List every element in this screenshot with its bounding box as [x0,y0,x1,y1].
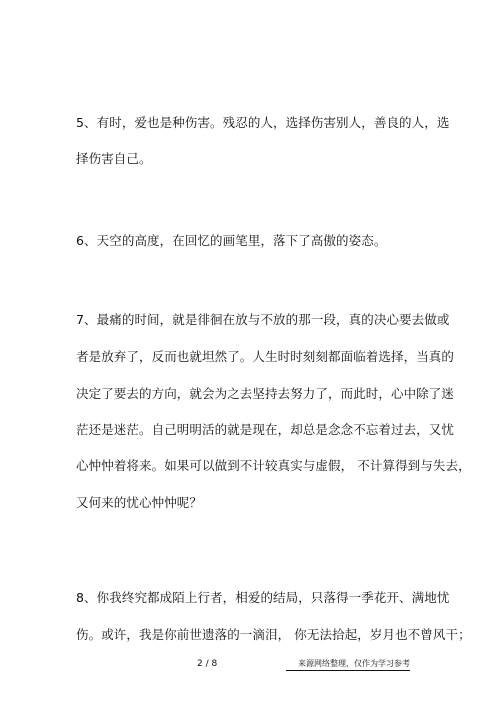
paragraph-7-line-3: 决定了要去的方向，就会为之去坚持去努力了，而此时，心中除了迷 [76,386,455,401]
paragraph-5-line-1: 5、有时，爱也是种伤害。残忍的人，选择伤害别人，善良的人，选 [76,115,450,130]
source-note: 来源网络整理，仅作为学习参考 [286,658,410,671]
page-number: 2 / 8 [197,659,218,669]
paragraph-7-line-5: 心忡忡着将来。如果可以做到不计较真实与虚假， 不计算得到与失去， [76,458,471,473]
paragraph-7-line-1: 7、最痛的时间，就是徘徊在放与不放的那一段，真的决心要去做或 [76,312,450,327]
paragraph-8-line-1: 8、你我终究都成陌上行者，相爱的结局，只落得一季花开、满地忧 [76,590,450,605]
paragraph-7-line-6: 又何来的忧心忡忡呢？ [76,495,203,510]
paragraph-8-line-2: 伤。或许，我是你前世遗落的一滴泪， 你无法拾起，岁月也不曾风干； [76,627,471,642]
paragraph-5-line-2: 择伤害自己。 [76,151,152,166]
paragraph-6-line-1: 6、天空的高度，在回忆的画笔里，落下了高傲的姿态。 [76,233,387,248]
paragraph-7-line-4: 茫还是迷茫。自己明明活的就是现在，却总是念念不忘着过去，又忧 [76,422,455,437]
paragraph-7-line-2: 者是放弃了，反而也就坦然了。人生时时刻刻都面临着选择，当真的 [76,349,455,364]
